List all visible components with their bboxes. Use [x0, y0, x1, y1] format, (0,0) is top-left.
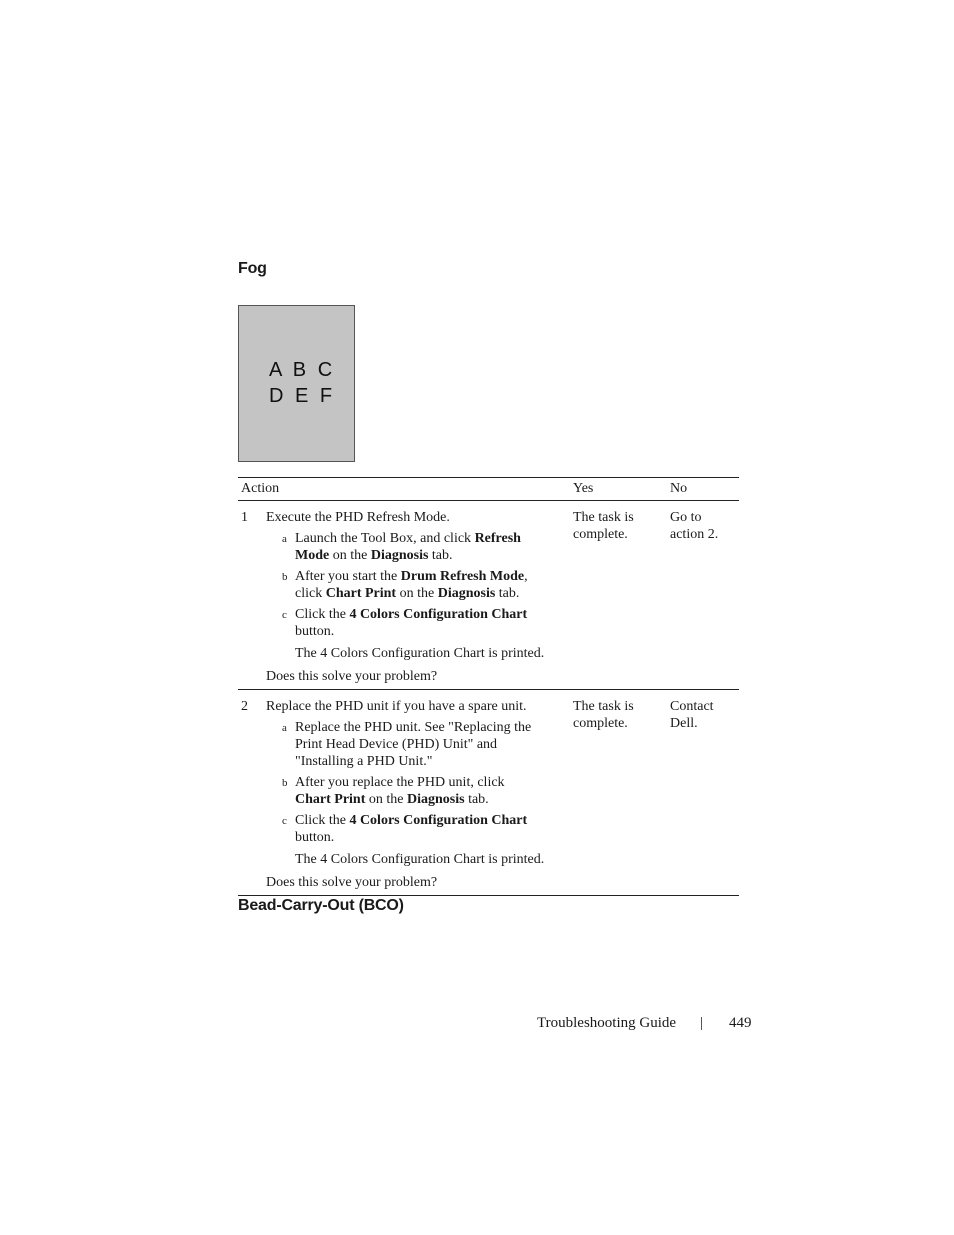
fog-sample-image — [238, 305, 355, 462]
sub-step — [266, 719, 567, 770]
step-yes: The task is complete. — [573, 699, 634, 731]
sub-step-text: Launch the Tool Box, and click Refresh Mode on the Diagnosis tab. — [295, 531, 521, 563]
sub-step-letter: b — [282, 777, 288, 789]
sub-step — [266, 812, 567, 846]
step-question: Does this solve your problem? — [266, 669, 438, 684]
sub-step-text: After you start the Drum Refresh Mode, click Chart Print on the Diagnosis tab. — [295, 569, 528, 601]
table-row-step-2 — [238, 690, 739, 896]
footer-title: Troubleshooting Guide — [537, 1015, 677, 1031]
step-main-instruction: Replace the PHD unit if you have a spare unit. — [266, 699, 527, 714]
step-number: 1 — [241, 510, 248, 525]
step-number: 2 — [241, 699, 248, 714]
step-question: Does this solve your problem? — [266, 875, 438, 890]
table-header-row — [238, 478, 739, 501]
sub-step-letter: c — [282, 815, 287, 827]
troubleshooting-table — [238, 477, 739, 896]
table-row-step-1 — [238, 501, 739, 690]
section-title: Fog — [238, 260, 267, 277]
step-note: The 4 Colors Configuration Chart is printed. — [295, 852, 545, 867]
sub-step-letter: a — [282, 722, 287, 734]
sub-step-text: Replace the PHD unit. See "Replacing the Print Head Device (PHD) Unit" and "Installing a PHD Unit." — [295, 720, 532, 769]
header-action: Action — [238, 478, 570, 501]
next-section-title: Bead-Carry-Out (BCO) — [238, 897, 404, 914]
sub-step-text: After you replace the PHD unit, click Chart Print on the Diagnosis tab. — [295, 775, 505, 807]
step-main-instruction: Execute the PHD Refresh Mode. — [266, 510, 450, 525]
sub-step-letter: c — [282, 609, 287, 621]
sample-text-line-2: D E F — [269, 385, 336, 407]
sub-step — [266, 774, 567, 808]
sub-step-letter: a — [282, 533, 287, 545]
step-no: Contact Dell. — [670, 699, 714, 731]
sub-step-letter: b — [282, 571, 288, 583]
sub-step — [266, 530, 567, 564]
header-no: No — [667, 478, 739, 501]
step-action — [263, 501, 570, 690]
step-yes: The task is complete. — [573, 510, 634, 542]
sub-step-text: Click the 4 Colors Configuration Chart button. — [295, 813, 528, 845]
sub-step — [266, 606, 567, 640]
step-note: The 4 Colors Configuration Chart is printed. — [295, 646, 545, 661]
sub-step-text: Click the 4 Colors Configuration Chart button. — [295, 607, 528, 639]
sub-step — [266, 568, 567, 602]
step-action — [263, 690, 570, 896]
header-yes: Yes — [570, 478, 667, 501]
step-no: Go to action 2. — [670, 510, 719, 542]
footer-separator: | — [700, 1015, 704, 1031]
sample-text-line-1: A B C — [269, 359, 336, 381]
page-number: 449 — [729, 1015, 752, 1031]
